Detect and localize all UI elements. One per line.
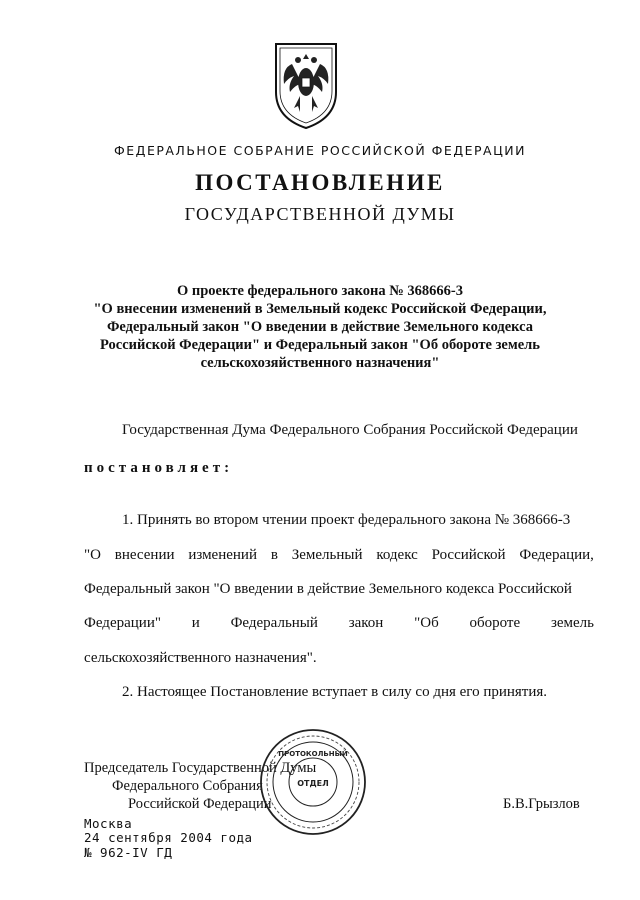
subject-line: "О внесении изменений в Земельный кодекс Российской Федерации, [93,301,547,317]
item1-line5: сельскохозяйственного назначения". [84,650,317,666]
official-stamp [258,725,368,840]
word: и [191,615,200,631]
stamp-center-text: ОТДЕЛ [297,779,329,788]
word: "Об [414,615,439,631]
word: изменений [188,547,257,563]
word: Земельный [291,547,363,563]
subject-line: Российской Федерации" и Федеральный закон "Об обороте земель [100,337,540,353]
preamble-text: Государственная Дума Федерального Собрания Российской Федерации [122,422,578,438]
word: обороте [469,615,521,631]
signing-date: 24 сентября 2004 года [84,830,253,845]
organization-name: ФЕДЕРАЛЬНОЕ СОБРАНИЕ РОССИЙСКОЙ ФЕДЕРАЦИИ [114,143,526,158]
word: Федерации, [519,547,594,563]
word: кодекс [376,547,418,563]
coat-of-arms-emblem [270,40,342,130]
word: "О [84,547,101,563]
word: Российской [431,547,506,563]
subject-line: Федеральный закон "О введении в действие Земельного кодекса [106,319,534,335]
item1-line2 [84,547,594,564]
place-of-signing: Москва [84,816,133,831]
decides-heading: постановляет: [84,460,234,476]
stamp-top-text: ПРОТОКОЛЬНЫЙ [278,750,348,758]
word: в [270,547,278,563]
signatory-position-line2: Федерального Собрания [112,778,263,794]
word: Федерации" [84,615,161,631]
subject-line: сельскохозяйственного назначения" [200,355,440,371]
document-type-title: ПОСТАНОВЛЕНИЕ [195,170,445,195]
issuer-subtitle: ГОСУДАРСТВЕННОЙ ДУМЫ [184,204,456,224]
word: Федеральный [230,615,318,631]
item2-text: 2. Настоящее Постановление вступает в силу со дня его принятия. [122,684,548,700]
item1-line3: Федеральный закон "О введении в действие Земельного кодекса Российской [84,581,572,597]
word: внесении [114,547,175,563]
document-number: № 962-IV ГД [84,845,173,860]
signatory-position-line1: Председатель Государственной Думы [84,760,317,776]
signatory-name: Б.В.Грызлов [503,796,580,812]
signatory-position-line3: Российской Федерации [128,796,272,812]
word: земель [550,615,594,631]
item1-line1: 1. Принять во втором чтении проект федерального закона № 368666-3 [122,512,571,528]
document-subject [60,282,580,372]
word: закон [348,615,384,631]
subject-line: О проекте федерального закона № 368666-3 [176,283,464,299]
item1-line4 [84,615,594,632]
